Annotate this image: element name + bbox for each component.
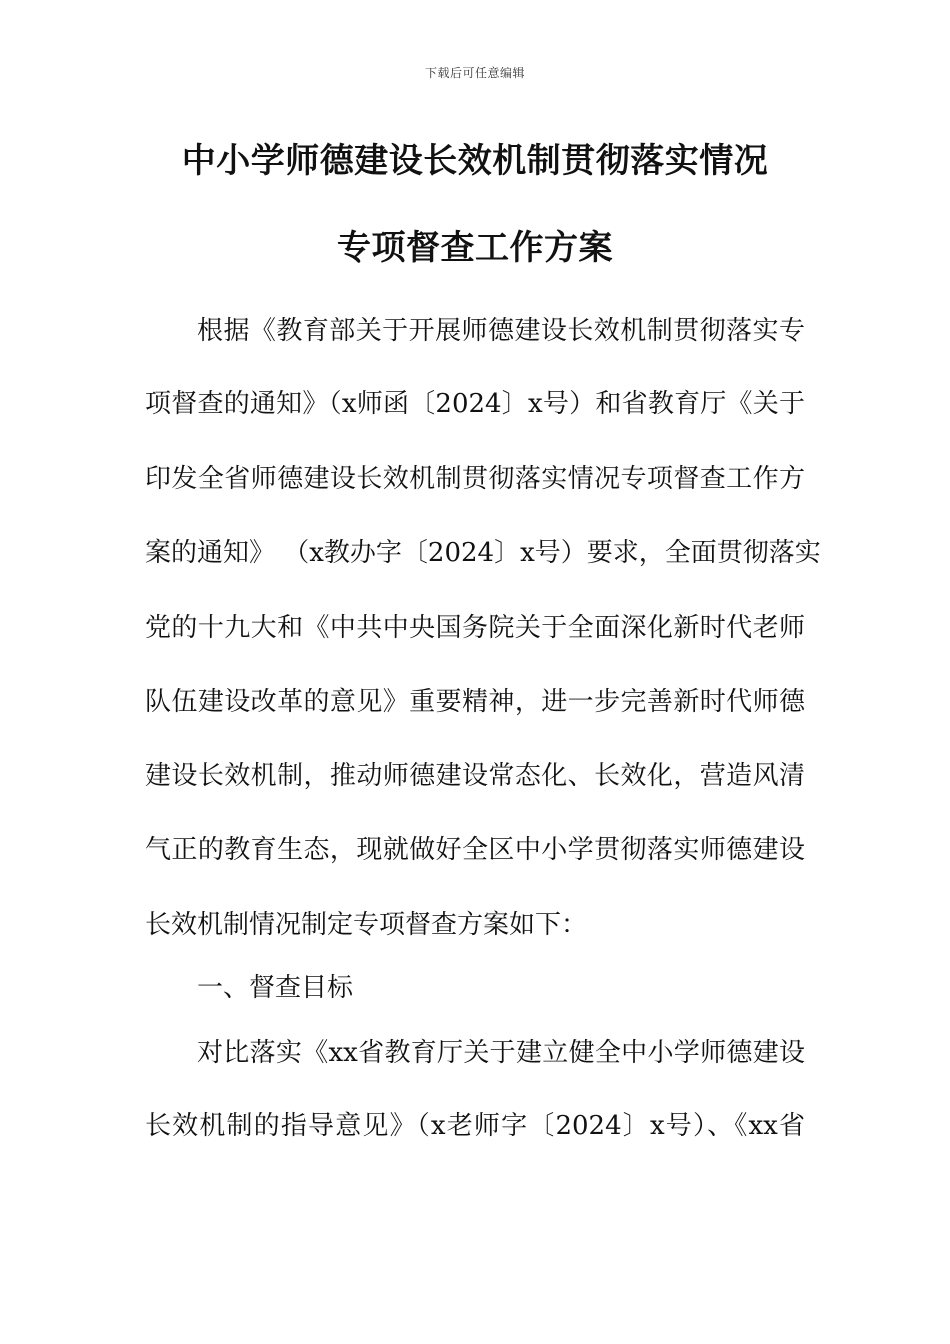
section-heading: 一、督查目标	[197, 973, 354, 1003]
paragraph-line: 印发全省师德建设长效机制贯彻落实情况专项督查工作方	[145, 464, 805, 494]
paragraph-line: 建设长效机制，推动师德建设常态化、长效化，营造风清	[145, 761, 805, 791]
paragraph-line: 长效机制情况制定专项督查方案如下：	[145, 910, 588, 940]
paragraph-line: 党的十九大和《中共中央国务院关于全面深化新时代老师	[145, 613, 805, 643]
document-title-line1: 中小学师德建设长效机制贯彻落实情况	[181, 141, 769, 181]
paragraph-line: 根据《教育部关于开展师德建设长效机制贯彻落实专	[197, 316, 805, 346]
paragraph-line: 项督查的通知》（x师函〔2024〕x号）和省教育厅《关于	[145, 389, 805, 419]
document-title-line2: 专项督查工作方案	[337, 228, 613, 268]
paragraph-line: 队伍建设改革的意见》重要精神，进一步完善新时代师德	[145, 687, 805, 717]
paragraph-line: 案的通知》 （x教办字〔2024〕x号）要求，全面贯彻落实	[145, 538, 821, 568]
paragraph-line: 长效机制的指导意见》（x老师字〔2024〕x号）、《xx省	[145, 1111, 805, 1141]
paragraph-line: 对比落实《xx省教育厅关于建立健全中小学师德建设	[197, 1038, 805, 1068]
paragraph-line: 气正的教育生态，现就做好全区中小学贯彻落实师德建设	[145, 835, 805, 865]
header-note: 下载后可任意编辑	[424, 66, 525, 80]
